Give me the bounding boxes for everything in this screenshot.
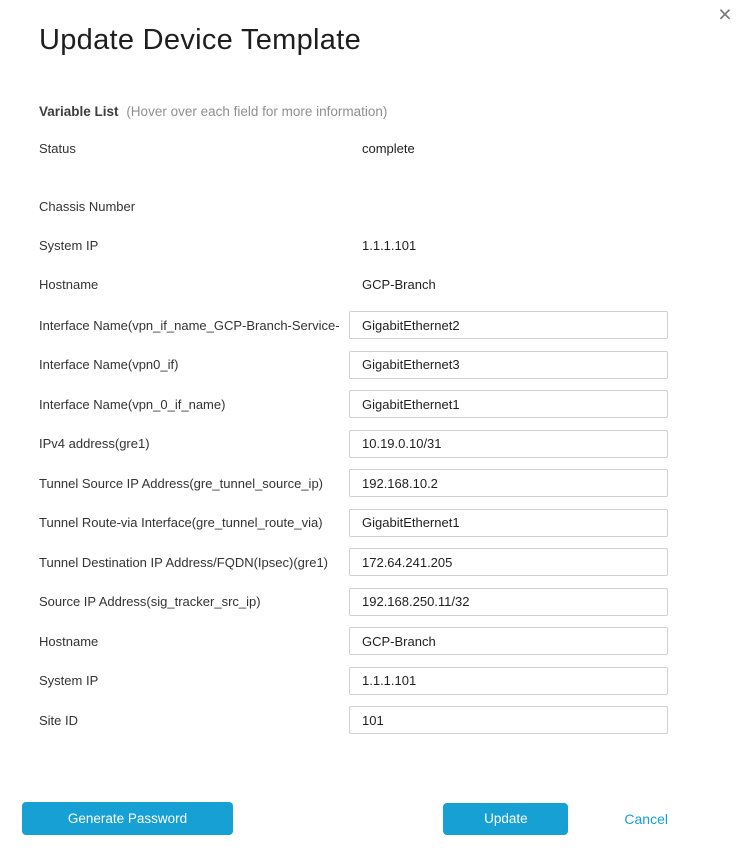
tunnel-destination-ip-input[interactable] <box>349 548 668 576</box>
field-label: System IP <box>39 237 99 253</box>
field-label: Chassis Number <box>39 198 136 214</box>
field-value: GCP-Branch <box>362 276 436 292</box>
generate-password-button[interactable]: Generate Password <box>22 802 233 835</box>
row-interface-name-service <box>39 310 668 340</box>
row-chassis-number <box>39 196 668 216</box>
system-ip-input[interactable] <box>349 667 668 695</box>
row-hostname-static <box>39 274 668 294</box>
row-interface-name-vpn0-if <box>39 350 668 380</box>
row-system-ip-static <box>39 235 668 255</box>
field-label: Hostname <box>39 276 99 292</box>
row-system-ip <box>39 666 668 696</box>
variable-list-header <box>39 104 668 120</box>
interface-name-vpn0-if-input[interactable] <box>349 351 668 379</box>
field-label: Status <box>39 140 76 156</box>
hostname-input[interactable] <box>349 627 668 655</box>
row-ipv4-address-gre1 <box>39 429 668 459</box>
field-label: Source IP Address(sig_tracker_src_ip) <box>39 594 261 609</box>
field-label: Interface Name(vpn_0_if_name) <box>39 396 226 412</box>
row-hostname <box>39 626 668 656</box>
sig-tracker-src-ip-input[interactable] <box>349 588 668 616</box>
cancel-button[interactable]: Cancel <box>624 810 668 827</box>
tunnel-source-ip-input[interactable] <box>349 469 668 497</box>
ipv4-address-gre1-input[interactable] <box>349 430 668 458</box>
field-label: Tunnel Source IP Address(gre_tunnel_source_ip) <box>39 475 324 491</box>
field-label: System IP <box>39 673 99 688</box>
tunnel-route-via-input[interactable] <box>349 509 668 537</box>
close-icon[interactable]: × <box>718 1 732 27</box>
interface-name-vpn-0-if-name-input[interactable] <box>349 390 668 418</box>
field-label: Tunnel Route-via Interface(gre_tunnel_route_via) <box>39 515 323 530</box>
row-tunnel-source-ip <box>39 468 668 498</box>
dialog-title: Update Device Template <box>39 24 362 56</box>
row-site-id <box>39 705 668 735</box>
row-interface-name-vpn-0-if-name <box>39 389 668 419</box>
variable-list-hint: (Hover over each field for more information) <box>126 104 388 119</box>
variable-list <box>39 138 668 735</box>
field-label: Interface Name(vpn0_if) <box>39 357 179 372</box>
footer-actions <box>443 803 668 835</box>
field-value: 1.1.1.101 <box>362 237 417 253</box>
row-status <box>39 138 668 158</box>
row-tunnel-route-via <box>39 508 668 538</box>
update-button[interactable]: Update <box>443 803 568 835</box>
row-tunnel-destination-ip <box>39 547 668 577</box>
variable-list-heading: Variable List <box>39 104 119 119</box>
field-value: complete <box>362 140 415 156</box>
field-label: Tunnel Destination IP Address/FQDN(Ipsec)(gre1) <box>39 554 329 570</box>
row-sig-tracker-src-ip <box>39 587 668 617</box>
field-label: Interface Name(vpn_if_name_GCP-Branch-Service- <box>39 317 340 333</box>
dialog-footer <box>22 802 668 835</box>
field-label: IPv4 address(gre1) <box>39 436 150 451</box>
interface-name-service-input[interactable] <box>349 311 668 339</box>
field-label: Hostname <box>39 633 99 649</box>
site-id-input[interactable] <box>349 706 668 734</box>
field-label: Site ID <box>39 712 79 728</box>
